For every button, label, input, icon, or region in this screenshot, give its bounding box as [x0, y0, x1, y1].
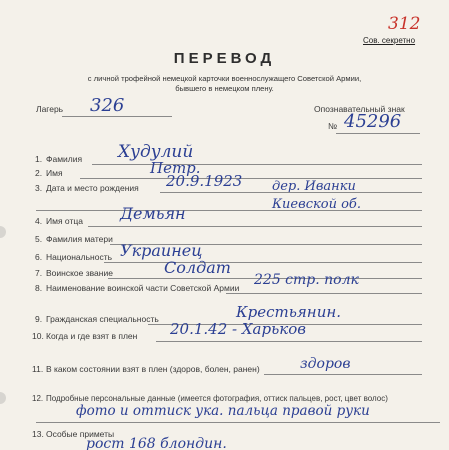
field-12-number: 12.: [32, 394, 44, 403]
field-4-underline: [88, 226, 422, 227]
field-11-label: В каком состоянии взят в плен (здоров, болен, ранен): [46, 364, 260, 374]
page-title: ПЕРЕВОД: [173, 50, 276, 67]
field-13-number: 13.: [32, 429, 44, 439]
field-4-label: Имя отца: [46, 216, 83, 226]
field-3-underline-2: [36, 210, 422, 211]
field-2-value: Петр.: [150, 159, 201, 177]
field-6-underline: [104, 262, 422, 263]
field-11-underline: [264, 374, 422, 375]
field-5-label: Фамилия матери: [46, 234, 113, 244]
field-8-label: Наименование воинской части Советской Армии: [46, 283, 240, 293]
field-3-underline: [160, 192, 422, 193]
field-10-value: 20.1.42 - Харьков: [170, 320, 306, 338]
tag-underline: [336, 133, 420, 134]
field-11-number: 11.: [32, 364, 44, 374]
field-7-number: 7.: [35, 268, 43, 278]
field-8-number: 8.: [35, 283, 43, 293]
stamp-number: 312: [388, 14, 421, 34]
punch-hole-top: [0, 226, 6, 238]
camp-underline: [62, 116, 172, 117]
field-8-underline: [226, 293, 422, 294]
secrecy-mark: Сов. секретно: [363, 36, 416, 45]
field-4-number: 4.: [35, 216, 43, 226]
field-6-number: 6.: [35, 252, 43, 262]
field-7-label: Воинское звание: [46, 268, 113, 278]
field-3-number: 3.: [35, 183, 43, 193]
field-1-number: 1.: [35, 154, 43, 164]
field-10-number: 10.: [32, 331, 44, 341]
tag-label: Опознавательный знак: [314, 104, 405, 114]
field-1-value: Худулий: [118, 142, 194, 162]
field-9-number: 9.: [35, 314, 43, 324]
field-13-label: Особые приметы: [46, 429, 115, 439]
tag-value: 45296: [344, 111, 402, 132]
field-9-label: Гражданская специальность: [46, 314, 159, 324]
field-4-value: Демьян: [120, 204, 186, 223]
camp-label: Лагерь: [36, 104, 64, 114]
field-11-value: здоров: [300, 356, 351, 372]
field-6-value: Украинец: [120, 241, 203, 260]
field-8-value: 225 стр. полк: [254, 272, 359, 288]
field-2-number: 2.: [35, 168, 43, 178]
field-1-underline: [92, 164, 422, 165]
field-2-label: Имя: [46, 168, 63, 178]
punch-hole-bottom: [0, 392, 6, 404]
page-subtitle-line1: с личной трофейной немецкой карточки военнослужащего Советской Армии,: [87, 74, 362, 83]
field-13-value: рост 168 блондин.: [86, 436, 227, 450]
field-1-label: Фамилия: [46, 154, 83, 164]
field-3-label: Дата и место рождения: [46, 183, 139, 193]
field-3-place: дер. Иванки Киевской об.: [272, 179, 361, 212]
field-10-label: Когда и где взят в плен: [46, 331, 138, 341]
field-12-value: фото и оттиск ука. пальца правой руки: [76, 403, 370, 419]
tag-number-sign: №: [328, 121, 338, 131]
field-3-date: 20.9.1923: [166, 172, 243, 190]
field-6-label: Национальность: [46, 252, 113, 262]
field-12-underline: [36, 422, 440, 423]
page-subtitle-line2: бывшего в немецком плену.: [175, 84, 274, 93]
field-5-number: 5.: [35, 234, 43, 244]
field-10-underline: [156, 341, 422, 342]
field-7-value: Солдат: [164, 258, 231, 277]
camp-value: 326: [90, 95, 125, 116]
field-9-value: Крестьянин.: [236, 303, 341, 321]
field-12-label: Подробные персональные данные (имеется фотография, оттиск пальцев, рост, цвет волос): [46, 394, 388, 403]
